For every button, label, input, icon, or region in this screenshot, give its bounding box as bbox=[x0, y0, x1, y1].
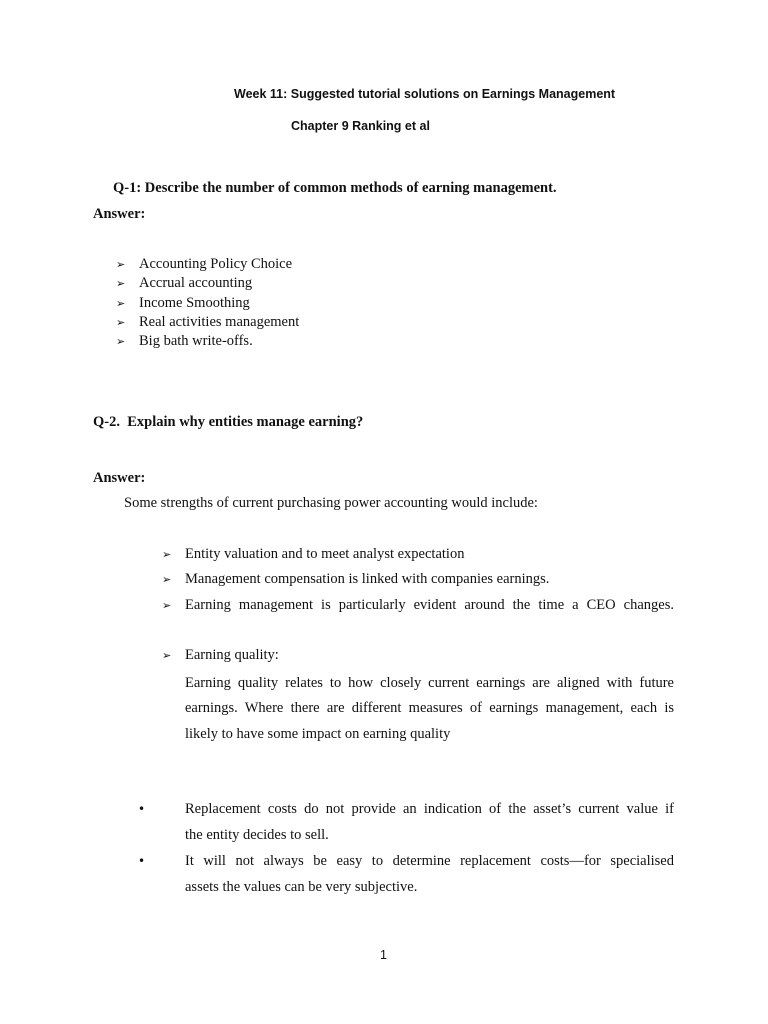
question-2-answer-list bbox=[162, 545, 674, 621]
document-title: Week 11: Suggested tutorial solutions on Earnings Management bbox=[234, 87, 616, 101]
list-item-text: Income Smoothing bbox=[139, 294, 250, 311]
list-item-text: Earning management is particularly evident around the time a CEO changes. bbox=[185, 596, 674, 613]
earning-quality-heading-row bbox=[162, 646, 674, 665]
list-item-text: Big bath write-offs. bbox=[139, 333, 253, 350]
list-item bbox=[116, 294, 299, 313]
arrow-bullet-icon: ➢ bbox=[116, 277, 126, 291]
question-2-answer-label: Answer: bbox=[93, 470, 146, 486]
arrow-bullet-icon: ➢ bbox=[162, 548, 172, 561]
list-item-text: Real activities management bbox=[139, 313, 300, 330]
list-item bbox=[116, 255, 299, 274]
document-subtitle: Chapter 9 Ranking et al bbox=[291, 119, 430, 133]
list-item bbox=[162, 596, 674, 621]
list-item bbox=[162, 545, 674, 570]
list-item-line: the entity decides to sell. bbox=[185, 826, 329, 843]
paragraph-line: earnings. Where there are different measures of earnings management, each is bbox=[185, 700, 674, 717]
list-item-text: Management compensation is linked with companies earnings. bbox=[185, 571, 550, 588]
page-number: 1 bbox=[380, 948, 387, 962]
question-2-intro-text: Some strengths of current purchasing power accounting would include: bbox=[124, 495, 538, 511]
replacement-cost-bullet-list bbox=[138, 797, 674, 901]
paragraph-line: Earning quality relates to how closely current earnings are aligned with future bbox=[185, 675, 674, 691]
question-1-answer-label: Answer: bbox=[93, 206, 146, 222]
list-item-text: Entity valuation and to meet analyst expectation bbox=[185, 546, 465, 562]
arrow-bullet-icon: ➢ bbox=[162, 649, 172, 662]
list-item-line: Replacement costs do not provide an indication of the asset’s current value if bbox=[185, 801, 674, 817]
list-item-line: assets the values can be very subjective. bbox=[185, 878, 418, 895]
arrow-bullet-icon: ➢ bbox=[116, 296, 126, 310]
question-1-answer-list bbox=[116, 255, 299, 351]
list-item-text: Accrual accounting bbox=[139, 275, 253, 292]
list-item bbox=[116, 274, 299, 293]
question-1-heading: Q-1: Describe the number of common methods of earning management. bbox=[113, 180, 557, 196]
list-item bbox=[162, 570, 674, 595]
arrow-bullet-icon: ➢ bbox=[116, 335, 126, 349]
arrow-bullet-icon: ➢ bbox=[116, 258, 126, 271]
earning-quality-heading: Earning quality: bbox=[185, 647, 279, 663]
paragraph-line: likely to have some impact on earning quality bbox=[185, 725, 451, 742]
question-2-heading: Q-2. Explain why entities manage earning? bbox=[93, 414, 364, 430]
earning-quality-item bbox=[162, 646, 674, 665]
list-item-text: Accounting Policy Choice bbox=[139, 256, 293, 272]
list-item bbox=[138, 849, 674, 900]
list-item bbox=[138, 797, 674, 848]
list-item-line: It will not always be easy to determine replacement costs—for specialised bbox=[185, 853, 674, 869]
arrow-bullet-icon: ➢ bbox=[162, 598, 172, 612]
arrow-bullet-icon: ➢ bbox=[116, 315, 126, 329]
list-item bbox=[116, 313, 299, 332]
earning-quality-paragraph bbox=[185, 671, 674, 747]
dot-bullet-icon: • bbox=[138, 802, 146, 816]
dot-bullet-icon: • bbox=[138, 854, 146, 868]
list-item bbox=[116, 332, 299, 351]
arrow-bullet-icon: ➢ bbox=[162, 573, 172, 587]
